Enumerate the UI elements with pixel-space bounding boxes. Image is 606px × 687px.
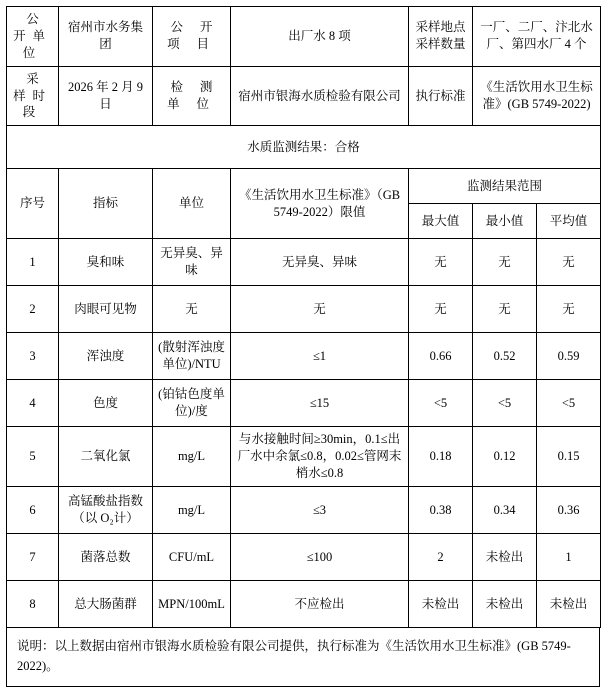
col-unit: 单位 bbox=[153, 169, 231, 239]
table-row bbox=[7, 487, 601, 534]
cell-indicator: 二氧化氯 bbox=[59, 427, 153, 487]
cell-index: 6 bbox=[7, 487, 59, 534]
table-row bbox=[7, 427, 601, 487]
cell-index: 4 bbox=[7, 380, 59, 427]
cell-unit: 无异臭、异味 bbox=[153, 239, 231, 286]
col-max: 最大值 bbox=[409, 204, 473, 239]
report-table bbox=[6, 6, 601, 628]
cell-min: 0.52 bbox=[473, 333, 537, 380]
cell-max: <5 bbox=[409, 380, 473, 427]
column-header-row-1 bbox=[7, 169, 601, 204]
cell-min: 0.12 bbox=[473, 427, 537, 487]
cell-index: 7 bbox=[7, 534, 59, 581]
cell-unit: (散射浑浊度单位)/NTU bbox=[153, 333, 231, 380]
table-row bbox=[7, 333, 601, 380]
testing-unit-label: 检 测单 位 bbox=[153, 66, 231, 126]
cell-indicator: 色度 bbox=[59, 380, 153, 427]
cell-index: 2 bbox=[7, 286, 59, 333]
cell-standard: ≤15 bbox=[231, 380, 409, 427]
cell-standard: 与水接触时间≥30min，0.1≤出厂水中余氯≤0.8，0.02≤管网末梢水≤0.8 bbox=[231, 427, 409, 487]
cell-unit: (铂钴色度单位)/度 bbox=[153, 380, 231, 427]
cell-indicator: 菌落总数 bbox=[59, 534, 153, 581]
col-index: 序号 bbox=[7, 169, 59, 239]
sampling-location-label: 采样地点采样数量 bbox=[409, 7, 473, 67]
cell-unit: 无 bbox=[153, 286, 231, 333]
cell-unit: MPN/100mL bbox=[153, 581, 231, 628]
public-unit-label: 公 开单 位 bbox=[7, 7, 59, 67]
cell-avg: <5 bbox=[537, 380, 601, 427]
cell-avg: 1 bbox=[537, 534, 601, 581]
cell-index: 8 bbox=[7, 581, 59, 628]
cell-max: 0.18 bbox=[409, 427, 473, 487]
col-indicator: 指标 bbox=[59, 169, 153, 239]
table-row bbox=[7, 239, 601, 286]
sampling-period-label: 采 样时 段 bbox=[7, 66, 59, 126]
cell-avg: 无 bbox=[537, 239, 601, 286]
cell-indicator: 臭和味 bbox=[59, 239, 153, 286]
cell-min: <5 bbox=[473, 380, 537, 427]
standard-label: 执行标准 bbox=[409, 66, 473, 126]
sampling-location-value: 一厂、二厂、汴北水厂、第四水厂 4 个 bbox=[473, 7, 601, 67]
cell-index: 1 bbox=[7, 239, 59, 286]
cell-unit: CFU/mL bbox=[153, 534, 231, 581]
cell-standard: ≤3 bbox=[231, 487, 409, 534]
col-range-group: 监测结果范围 bbox=[409, 169, 601, 204]
cell-avg: 0.59 bbox=[537, 333, 601, 380]
cell-avg: 未检出 bbox=[537, 581, 601, 628]
cell-max: 未检出 bbox=[409, 581, 473, 628]
cell-max: 0.38 bbox=[409, 487, 473, 534]
cell-max: 2 bbox=[409, 534, 473, 581]
cell-indicator: 浑浊度 bbox=[59, 333, 153, 380]
overall-result-row bbox=[7, 126, 601, 169]
header-row-2 bbox=[7, 66, 601, 126]
cell-avg: 0.15 bbox=[537, 427, 601, 487]
table-row bbox=[7, 286, 601, 333]
cell-max: 无 bbox=[409, 239, 473, 286]
col-standard: 《生活饮用水卫生标准》（GB 5749-2022）限值 bbox=[231, 169, 409, 239]
standard-value: 《生活饮用水卫生标准》(GB 5749-2022) bbox=[473, 66, 601, 126]
cell-max: 无 bbox=[409, 286, 473, 333]
cell-min: 无 bbox=[473, 239, 537, 286]
sampling-period-value: 2026 年 2 月 9 日 bbox=[59, 66, 153, 126]
cell-unit: mg/L bbox=[153, 427, 231, 487]
public-unit-value: 宿州市水务集团 bbox=[59, 7, 153, 67]
col-avg: 平均值 bbox=[537, 204, 601, 239]
cell-min: 未检出 bbox=[473, 534, 537, 581]
col-min: 最小值 bbox=[473, 204, 537, 239]
overall-result: 水质监测结果：合格 bbox=[7, 126, 601, 169]
cell-avg: 无 bbox=[537, 286, 601, 333]
cell-max: 0.66 bbox=[409, 333, 473, 380]
testing-unit-value: 宿州市银海水质检验有限公司 bbox=[231, 66, 409, 126]
cell-indicator: 总大肠菌群 bbox=[59, 581, 153, 628]
cell-standard: 无 bbox=[231, 286, 409, 333]
cell-standard: ≤100 bbox=[231, 534, 409, 581]
cell-min: 0.34 bbox=[473, 487, 537, 534]
cell-min: 无 bbox=[473, 286, 537, 333]
cell-avg: 0.36 bbox=[537, 487, 601, 534]
cell-unit: mg/L bbox=[153, 487, 231, 534]
cell-index: 3 bbox=[7, 333, 59, 380]
header-row-1 bbox=[7, 7, 601, 67]
cell-standard: ≤1 bbox=[231, 333, 409, 380]
cell-index: 5 bbox=[7, 427, 59, 487]
footnote: 说明：以上数据由宿州市银海水质检验有限公司提供，执行标准为《生活饮用水卫生标准》(GB 5749-2022)。 bbox=[6, 628, 600, 687]
cell-indicator: 肉眼可见物 bbox=[59, 286, 153, 333]
public-item-label: 公 开项 目 bbox=[153, 7, 231, 67]
public-item-value: 出厂水 8 项 bbox=[231, 7, 409, 67]
table-row bbox=[7, 380, 601, 427]
cell-indicator: 高锰酸盐指数（以 O₂计） bbox=[59, 487, 153, 534]
cell-standard: 不应检出 bbox=[231, 581, 409, 628]
table-row bbox=[7, 534, 601, 581]
cell-standard: 无异臭、异味 bbox=[231, 239, 409, 286]
table-row bbox=[7, 581, 601, 628]
cell-min: 未检出 bbox=[473, 581, 537, 628]
